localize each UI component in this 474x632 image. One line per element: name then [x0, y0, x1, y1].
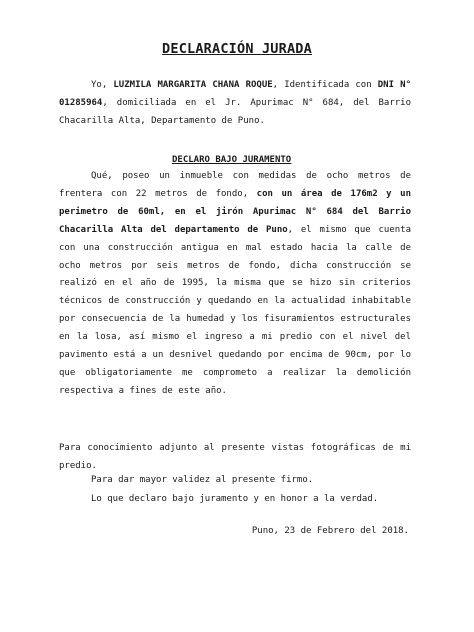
intro-text-1: Yo,	[91, 80, 114, 90]
declaration-text-2: , el mismo que cuenta con una construcción antigua en mal estado hacia la calle de ocho metros por seis metros de fondo, dicha construcción se realizó en el año de 1995, la misma que se hizo sin criterios técnicos de construcción y quedando en la actualidad inhabitable por consecuencia de la humedad y los fisuramientos estructurales en la losa, así mismo el ingreso a mi predio con el nivel del pavimento está a un desnivel quedando por encima de 90cm, por lo que obligatoriamente me comprometo a realizar la demolición respectiva a fines de este año.	[59, 224, 411, 396]
validity-paragraph: Para dar mayor validez al presente firmo.	[91, 475, 314, 485]
declaration-paragraph	[59, 168, 411, 401]
document-title: DECLARACIÓN JURADA	[162, 41, 312, 57]
declarant-dni: DNI N° 01285964	[59, 80, 411, 108]
property-details: con un área de 176m2 y un perimetro de 60ml, en el jirón Apurimac N° 684 del Barrio Chacarilla Alta del departamento de Puno	[59, 188, 411, 235]
place-date: Puno, 23 de Febrero del 2018.	[251, 526, 409, 536]
closing-paragraph: Lo que declaro bajo juramento y en honor a la verdad.	[91, 494, 379, 504]
declaration-text-1: Qué, poseo un inmueble con medidas de ocho metros de frentera con 22 metros de fondo,	[59, 171, 411, 199]
intro-text-3: , domiciliada en el Jr. Apurimac N° 684, del Barrio Chacarilla Alta, Departamento de Puno.	[59, 97, 411, 126]
intro-text-2: , Identificada con	[272, 80, 378, 90]
intro-paragraph	[59, 77, 411, 131]
section-subtitle: DECLARO BAJO JURAMENTO	[172, 155, 292, 165]
attachment-paragraph: Para conocimiento adjunto al presente vistas fotográficas de mi predio.	[59, 443, 411, 471]
declarant-name: LUZMILA MARGARITA CHANA ROQUE	[113, 80, 273, 90]
